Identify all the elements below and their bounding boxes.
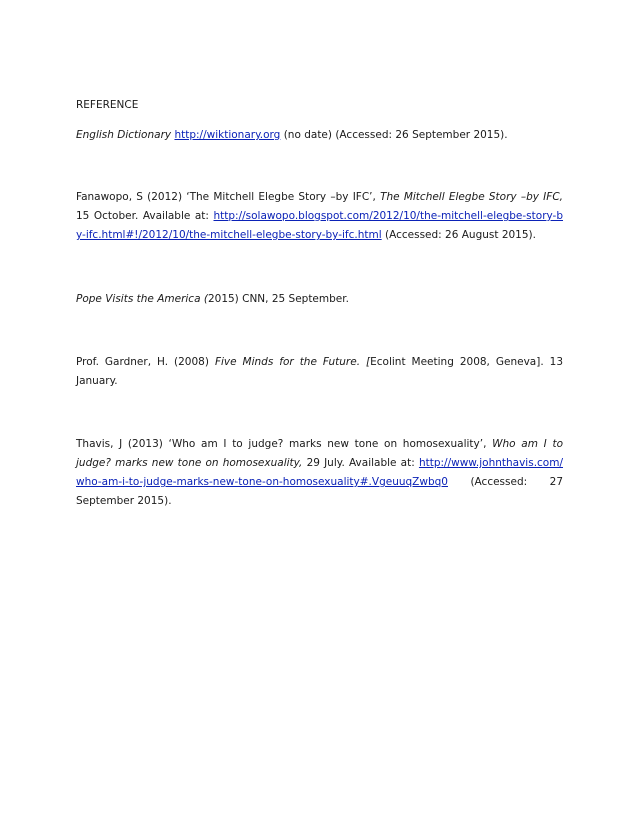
reference-details: (no date) (Accessed: 26 September 2015). xyxy=(283,129,508,141)
reference-list xyxy=(76,96,563,511)
reference-details: (Accessed: 26 August 2015). xyxy=(385,229,536,241)
reference-author: Thavis, J (2013) ‘Who am I to judge? marks new tone on homosexuality’, xyxy=(76,438,487,450)
reference-author: Fanawopo, S (2012) ‘The Mitchell Elegbe Story –by IFC’, xyxy=(76,191,376,203)
reference-link[interactable]: http://wiktionary.org xyxy=(174,129,281,141)
reference-link[interactable]: http://solawopo.blogspot.com/2012/10/the-mitchell-elegbe-story-by-ifc.html#!/2012/10/the-mitchell-elegbe-story-by-ifc.html xyxy=(76,210,563,241)
reference-title: English Dictionary xyxy=(76,129,172,141)
reference-entry-fanawopo xyxy=(76,188,563,245)
reference-title: Pope Visits the America ( xyxy=(76,293,208,305)
reference-date: 15 October. Available at: xyxy=(76,210,209,222)
reference-details: 2015) CNN, 25 September. xyxy=(207,293,349,305)
reference-details: (Accessed: 27 September 2015). xyxy=(76,476,563,507)
reference-title: Who am I to judge? marks new tone on homosexuality, xyxy=(76,438,563,469)
reference-heading: REFERENCE xyxy=(76,99,139,111)
reference-entry-gardner xyxy=(76,353,563,391)
reference-entry-dictionary xyxy=(76,126,563,145)
reference-title: Five Minds for the Future. [ xyxy=(214,356,371,368)
reference-date: 29 July. Available at: xyxy=(306,457,415,469)
reference-author: Prof. Gardner, H. (2008) xyxy=(76,356,209,368)
reference-entry-thavis xyxy=(76,435,563,511)
reference-link[interactable]: http://www.johnthavis.com/who-am-i-to-judge-marks-new-tone-on-homosexuality#.VgeuuqZwbq0 xyxy=(76,457,563,488)
reference-entry-pope xyxy=(76,290,563,309)
reference-details: Ecolint Meeting 2008, Geneva]. 13 January. xyxy=(76,356,563,387)
reference-title: The Mitchell Elegbe Story –by IFC, xyxy=(380,191,563,203)
